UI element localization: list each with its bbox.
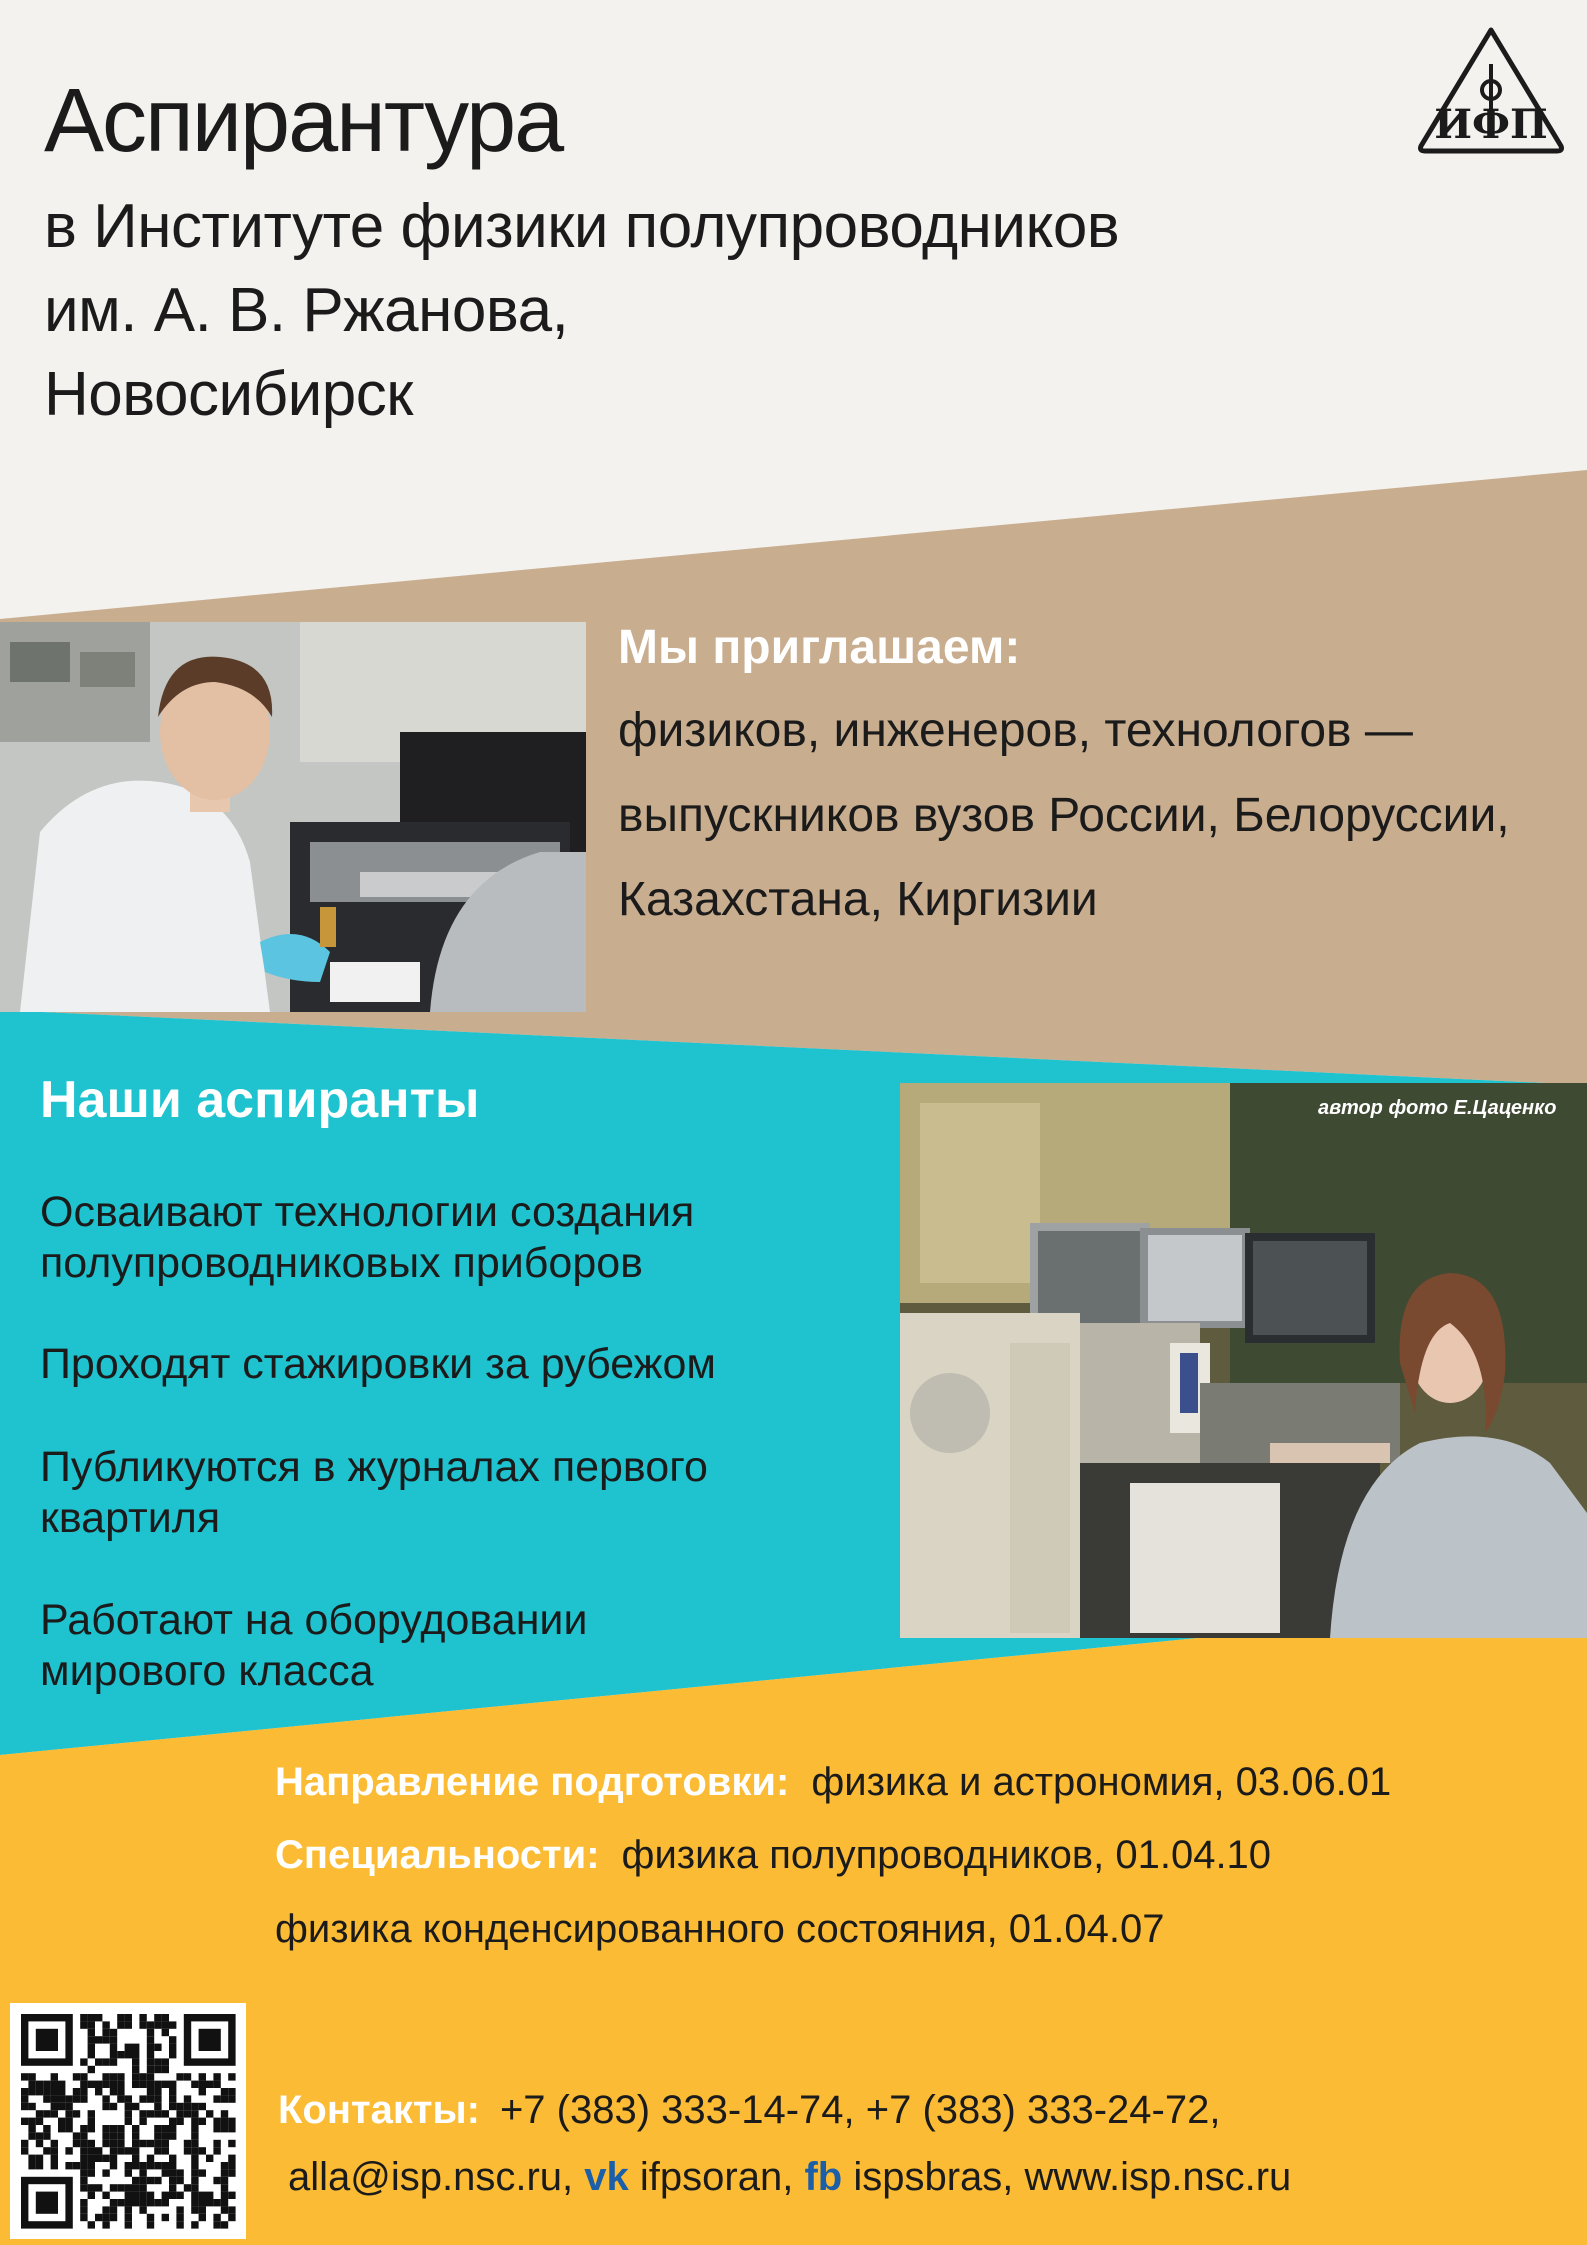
invite-heading: Мы приглашаем: <box>618 621 1021 674</box>
contacts-phones[interactable]: +7 (383) 333-14-74, +7 (383) 333-24-72, <box>499 2088 1221 2132</box>
student-item-1-line-1: Осваивают технологии создания <box>40 1188 695 1236</box>
specialties-line <box>275 1833 1271 1878</box>
contacts-email[interactable]: alla@isp.nsc.ru, <box>288 2155 574 2199</box>
contacts-website[interactable]: www.isp.nsc.ru <box>1024 2155 1292 2199</box>
photo-researcher-workstation <box>900 1083 1587 1638</box>
student-item-2 <box>40 1339 860 1390</box>
student-item-4-line-2: мирового класса <box>40 1647 374 1695</box>
student-item-4-line-1: Работают на оборудовании <box>40 1596 588 1644</box>
subtitle-line-2: им. А. В. Ржанова, <box>44 276 569 345</box>
page-title: Аспирантура <box>44 71 563 171</box>
student-item-2-line-1: Проходят стажировки за рубежом <box>40 1340 716 1388</box>
student-item-1 <box>40 1187 860 1289</box>
contacts-vk[interactable]: ifpsoran, <box>639 2155 794 2199</box>
direction-line <box>275 1760 1391 1805</box>
logo-text: ИФП <box>1434 101 1548 148</box>
student-item-3-line-2: квартиля <box>40 1494 221 1542</box>
direction-label: Направление подготовки: <box>275 1760 790 1804</box>
fb-icon: fb <box>804 2155 843 2199</box>
specialties-label: Специальности: <box>275 1833 600 1877</box>
logo-triangle-icon <box>1415 24 1567 156</box>
vk-icon: vk <box>584 2155 629 2199</box>
invite-line-2: выпускников вузов России, Белоруссии, <box>618 789 1510 842</box>
direction-value: физика и астрономия, 03.06.01 <box>811 1760 1392 1804</box>
subtitle-line-1: в Институте физики полупроводников <box>44 192 1120 261</box>
specialty-2: физика конденсированного состояния, 01.04.07 <box>275 1907 1165 1951</box>
students-heading: Наши аспиранты <box>40 1071 480 1129</box>
contacts-line-1 <box>278 2088 1220 2133</box>
invite-line-1: физиков, инженеров, технологов — <box>618 704 1413 757</box>
qr-code-icon <box>10 2003 246 2239</box>
qr-code[interactable] <box>10 2003 246 2239</box>
institute-logo <box>1415 24 1567 156</box>
student-item-3-line-1: Публикуются в журналах первого <box>40 1443 708 1491</box>
specialty-1: физика полупроводников, 01.04.10 <box>621 1833 1272 1877</box>
invite-line-3: Казахстана, Киргизии <box>618 873 1098 926</box>
student-item-1-line-2: полупроводниковых приборов <box>40 1239 643 1287</box>
photo-credit: автор фото Е.Цаценко <box>1318 1097 1557 1119</box>
contacts-fb[interactable]: ispsbras, <box>853 2155 1014 2199</box>
contacts-line-2 <box>288 2155 1291 2200</box>
student-item-4 <box>40 1595 860 1697</box>
contacts-label: Контакты: <box>278 2088 480 2132</box>
photo-researcher-lab <box>0 622 586 1012</box>
student-item-3 <box>40 1442 860 1544</box>
subtitle-line-3: Новосибирск <box>44 360 413 429</box>
